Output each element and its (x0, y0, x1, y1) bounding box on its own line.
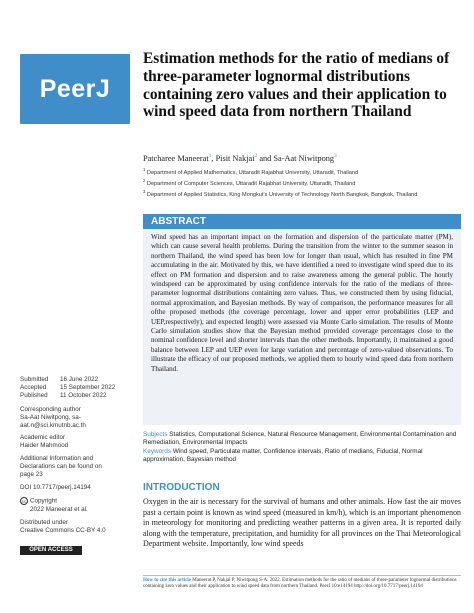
published-date: 11 October 2022 (60, 392, 107, 399)
author-name[interactable]: Pisit Nakjai (215, 153, 255, 163)
affiliation-sup: 3 (143, 189, 146, 195)
affiliation-text: Department of Applied Statistics, King Mongkut's University of Technology North Bangkok, Bangkok, Thailand (146, 192, 418, 199)
dates-block (20, 376, 135, 400)
additional-info-line: page 23 (20, 471, 43, 478)
journal-logo-text: PeerJ (39, 74, 111, 103)
article-title: Estimation methods for the ratio of medians of three-parameter lognormal distributions containing zero values and their application to wind speed data from northern Thailand (143, 50, 450, 121)
author-list (143, 153, 465, 163)
subjects-label: Subjects (143, 431, 168, 438)
license-line: Distributed under (20, 519, 68, 526)
license-link[interactable]: Creative Commons CC-BY 4.0 (20, 527, 106, 534)
corresponding-author-block (20, 406, 135, 430)
open-access-badge: OPEN ACCESS (20, 546, 82, 555)
journal-logo[interactable] (20, 54, 130, 124)
affiliation-list (143, 166, 465, 199)
affiliation-item (143, 188, 465, 199)
copyright-block (20, 497, 135, 514)
citation-block (143, 578, 461, 591)
submitted-label: Submitted (20, 376, 49, 383)
affiliation-sup: 2 (143, 178, 146, 184)
doi-link[interactable]: 10.7717/peerj.14194 (32, 484, 91, 491)
doi-label: DOI (20, 484, 32, 491)
copyright-text: 2022 Maneerat et al. (30, 505, 88, 513)
corresponding-label: Corresponding author (20, 406, 81, 413)
introduction-heading: INTRODUCTION (143, 482, 220, 493)
footer-divider (143, 575, 461, 576)
affiliation-sup: 1 (143, 167, 146, 172)
affiliation-item (143, 166, 465, 177)
keywords-line (143, 448, 461, 465)
citation-doi-link[interactable]: http://doi.org/10.7717/peerj.14194 (353, 584, 423, 590)
editor-name: Haider Mahmood (20, 442, 69, 449)
submitted-date: 16 June 2022 (60, 376, 99, 383)
keywords-text: Wind speed, Particulate matter, Confidence intervals, Ratio of medians, Fiducial, Normal approximation, Bayesian method (143, 447, 423, 464)
corresponding-email[interactable]: aat.n@sci.kmutnb.ac.th (20, 422, 86, 429)
published-label: Published (20, 392, 48, 399)
affiliation-text: Department of Computer Sciences, Uttaradit Rajabhat University, Uttaradit, Thailand (146, 181, 356, 188)
doi-block (20, 484, 135, 492)
license-block (20, 519, 135, 535)
additional-info-line: Additional Information and (20, 455, 94, 462)
subjects-line (143, 431, 461, 448)
subjects-keywords (143, 431, 461, 465)
affiliation-text: Department of Applied Mathematics, Uttaradit Rajabhat University, Uttaradit, Thailand (146, 169, 359, 176)
editor-label: Academic editor (20, 434, 66, 441)
keywords-label: Keywords (143, 447, 172, 455)
introduction-text: Oxygen in the air is necessary for the survival of humans and other animals. How fast the air moves past a certain point is known as wind speed (measured in km/h), which is an important phenomenon in meteorology for monitoring and predicting weather patterns in a given area. It is reported daily along with the temperature, precipitation, and humidity for all provinces on the Thai Meteorological Department website. Importantly, low wind speeds (143, 497, 461, 549)
copyright-icon: cc (21, 499, 27, 504)
additional-info-block[interactable] (20, 455, 135, 479)
author-affil-sup: 2 (254, 153, 258, 159)
author-separator: and (257, 153, 274, 163)
citation-label: How to cite this article (143, 578, 192, 583)
author-name[interactable]: Sa-Aat Niwitpong (273, 153, 335, 163)
abstract-heading: ABSTRACT (143, 214, 461, 229)
accepted-date: 15 September 2022 (60, 384, 116, 391)
additional-info-line: Declarations can be found on (20, 463, 102, 470)
author-affil-sup: 1 (208, 153, 212, 159)
citation-text: Maneerat P, Nakjai P, Niwitpong S-A. 2022. Estimation methods for the ratio of medians of three-parameter lognormal distributions containing zero values and their application to wind speed data from northern Thailand. PeerJ 10:e14194 (143, 578, 457, 590)
affiliation-item (143, 177, 465, 188)
abstract-text: Wind speed has an important impact on the formation and dispersion of the particulate matter (PM), which can cause several health problems. During the transition from the winter to the summer season in northern Thailand, the wind speed has been low for longer than usual, which has resulted in fine PM accumulating in the air. Motivated by this, we have identified a need to investigate wind speed due to its effect on PM formation and dispersion and to raise awareness among the general public. The hourly windspeed can be approximated by using confidence intervals for the ratio of the medians of three-parameter lognormal distributions containing zero values. Thus, we constructed them by using fiducial, normal approximation, and Bayesian methods. By way of comparison, the performance measures for all ofthe proposed methods (the coverage percentage, lower and upper error probabilities (LEP and UEP,respectively), and expected length) were assessed via Monte Carlo simulation. The results of Monte Carlo simulation studies show that the Bayesian method provided coverage percentages close to the nominal confidence level and shorter intervals than the other methods. Importantly, it maintained a good balance between LEP and UEP even for large variation and percentage of zero-valued observations. To illustrate the efficacy of our proposed methods, we applied them to hourly wind speed data from northern Thailand. (143, 229, 461, 425)
academic-editor-block (20, 434, 135, 450)
author-affil-sup: 3 (334, 153, 337, 159)
subjects-text[interactable]: Statistics, Computational Science, Natural Resource Management, Environmental Contamination and Remediation, Environmental Impacts (143, 431, 457, 447)
corresponding-name: Sa-Aat Niwitpong, sa- (20, 414, 81, 421)
author-name[interactable]: Patcharee Maneerat (143, 153, 209, 163)
copyright-label: Copyright (30, 497, 57, 505)
accepted-label: Accepted (20, 384, 47, 391)
author-separator: , (211, 153, 216, 163)
